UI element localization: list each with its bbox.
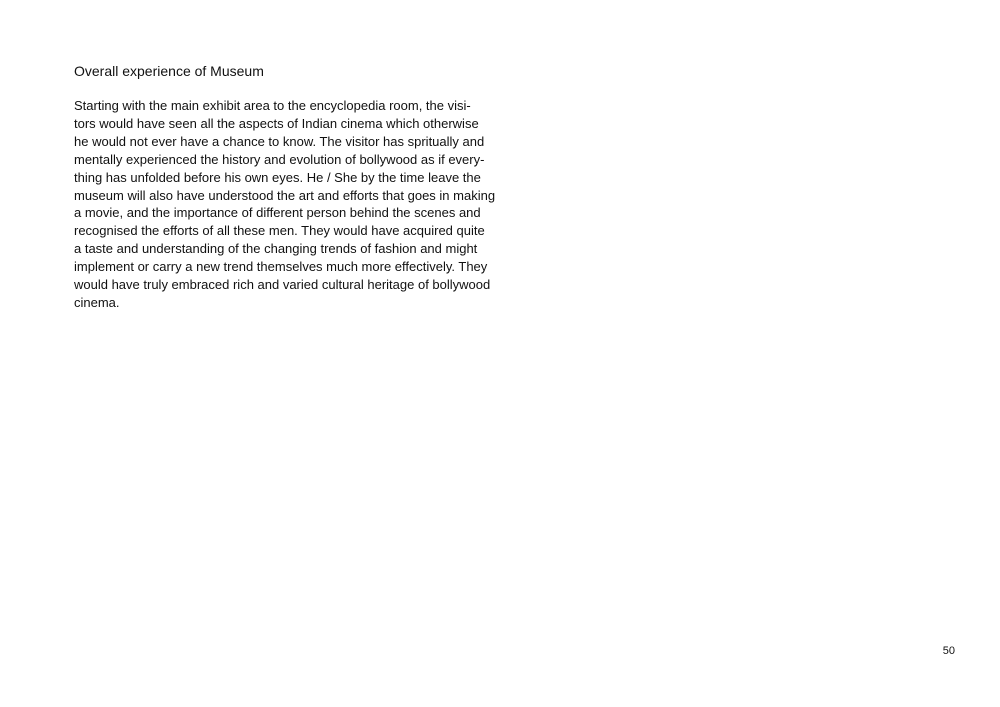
paragraph-line: a taste and understanding of the changing trends of fashion and might (74, 241, 478, 257)
paragraph-line: museum will also have understood the art and efforts that goes in making (74, 187, 496, 203)
paragraph-line: would have truly embraced rich and varied cultural heritage of bollywood (74, 277, 491, 293)
paragraph-line: Starting with the main exhibit area to the encyclopedia room, the visi- (74, 98, 471, 113)
paragraph-line: implement or carry a new trend themselves much more effectively. They (74, 259, 488, 275)
paragraph-line: tors would have seen all the aspects of Indian cinema which otherwise (74, 115, 479, 131)
section-heading: Overall experience of Museum (74, 63, 264, 79)
body-paragraph (74, 97, 514, 312)
paragraph-line: recognised the efforts of all these men. They would have acquired quite (74, 223, 485, 239)
page-number: 50 (942, 645, 955, 657)
paragraph-line: mentally experienced the history and evolution of bollywood as if every- (74, 151, 485, 167)
paragraph-line: cinema. (74, 294, 120, 310)
paragraph-line: a movie, and the importance of different person behind the scenes and (74, 205, 481, 221)
paragraph-line: he would not ever have a chance to know. The visitor has spritually and (74, 133, 485, 149)
paragraph-line: thing has unfolded before his own eyes. He / She by the time leave the (74, 169, 481, 185)
